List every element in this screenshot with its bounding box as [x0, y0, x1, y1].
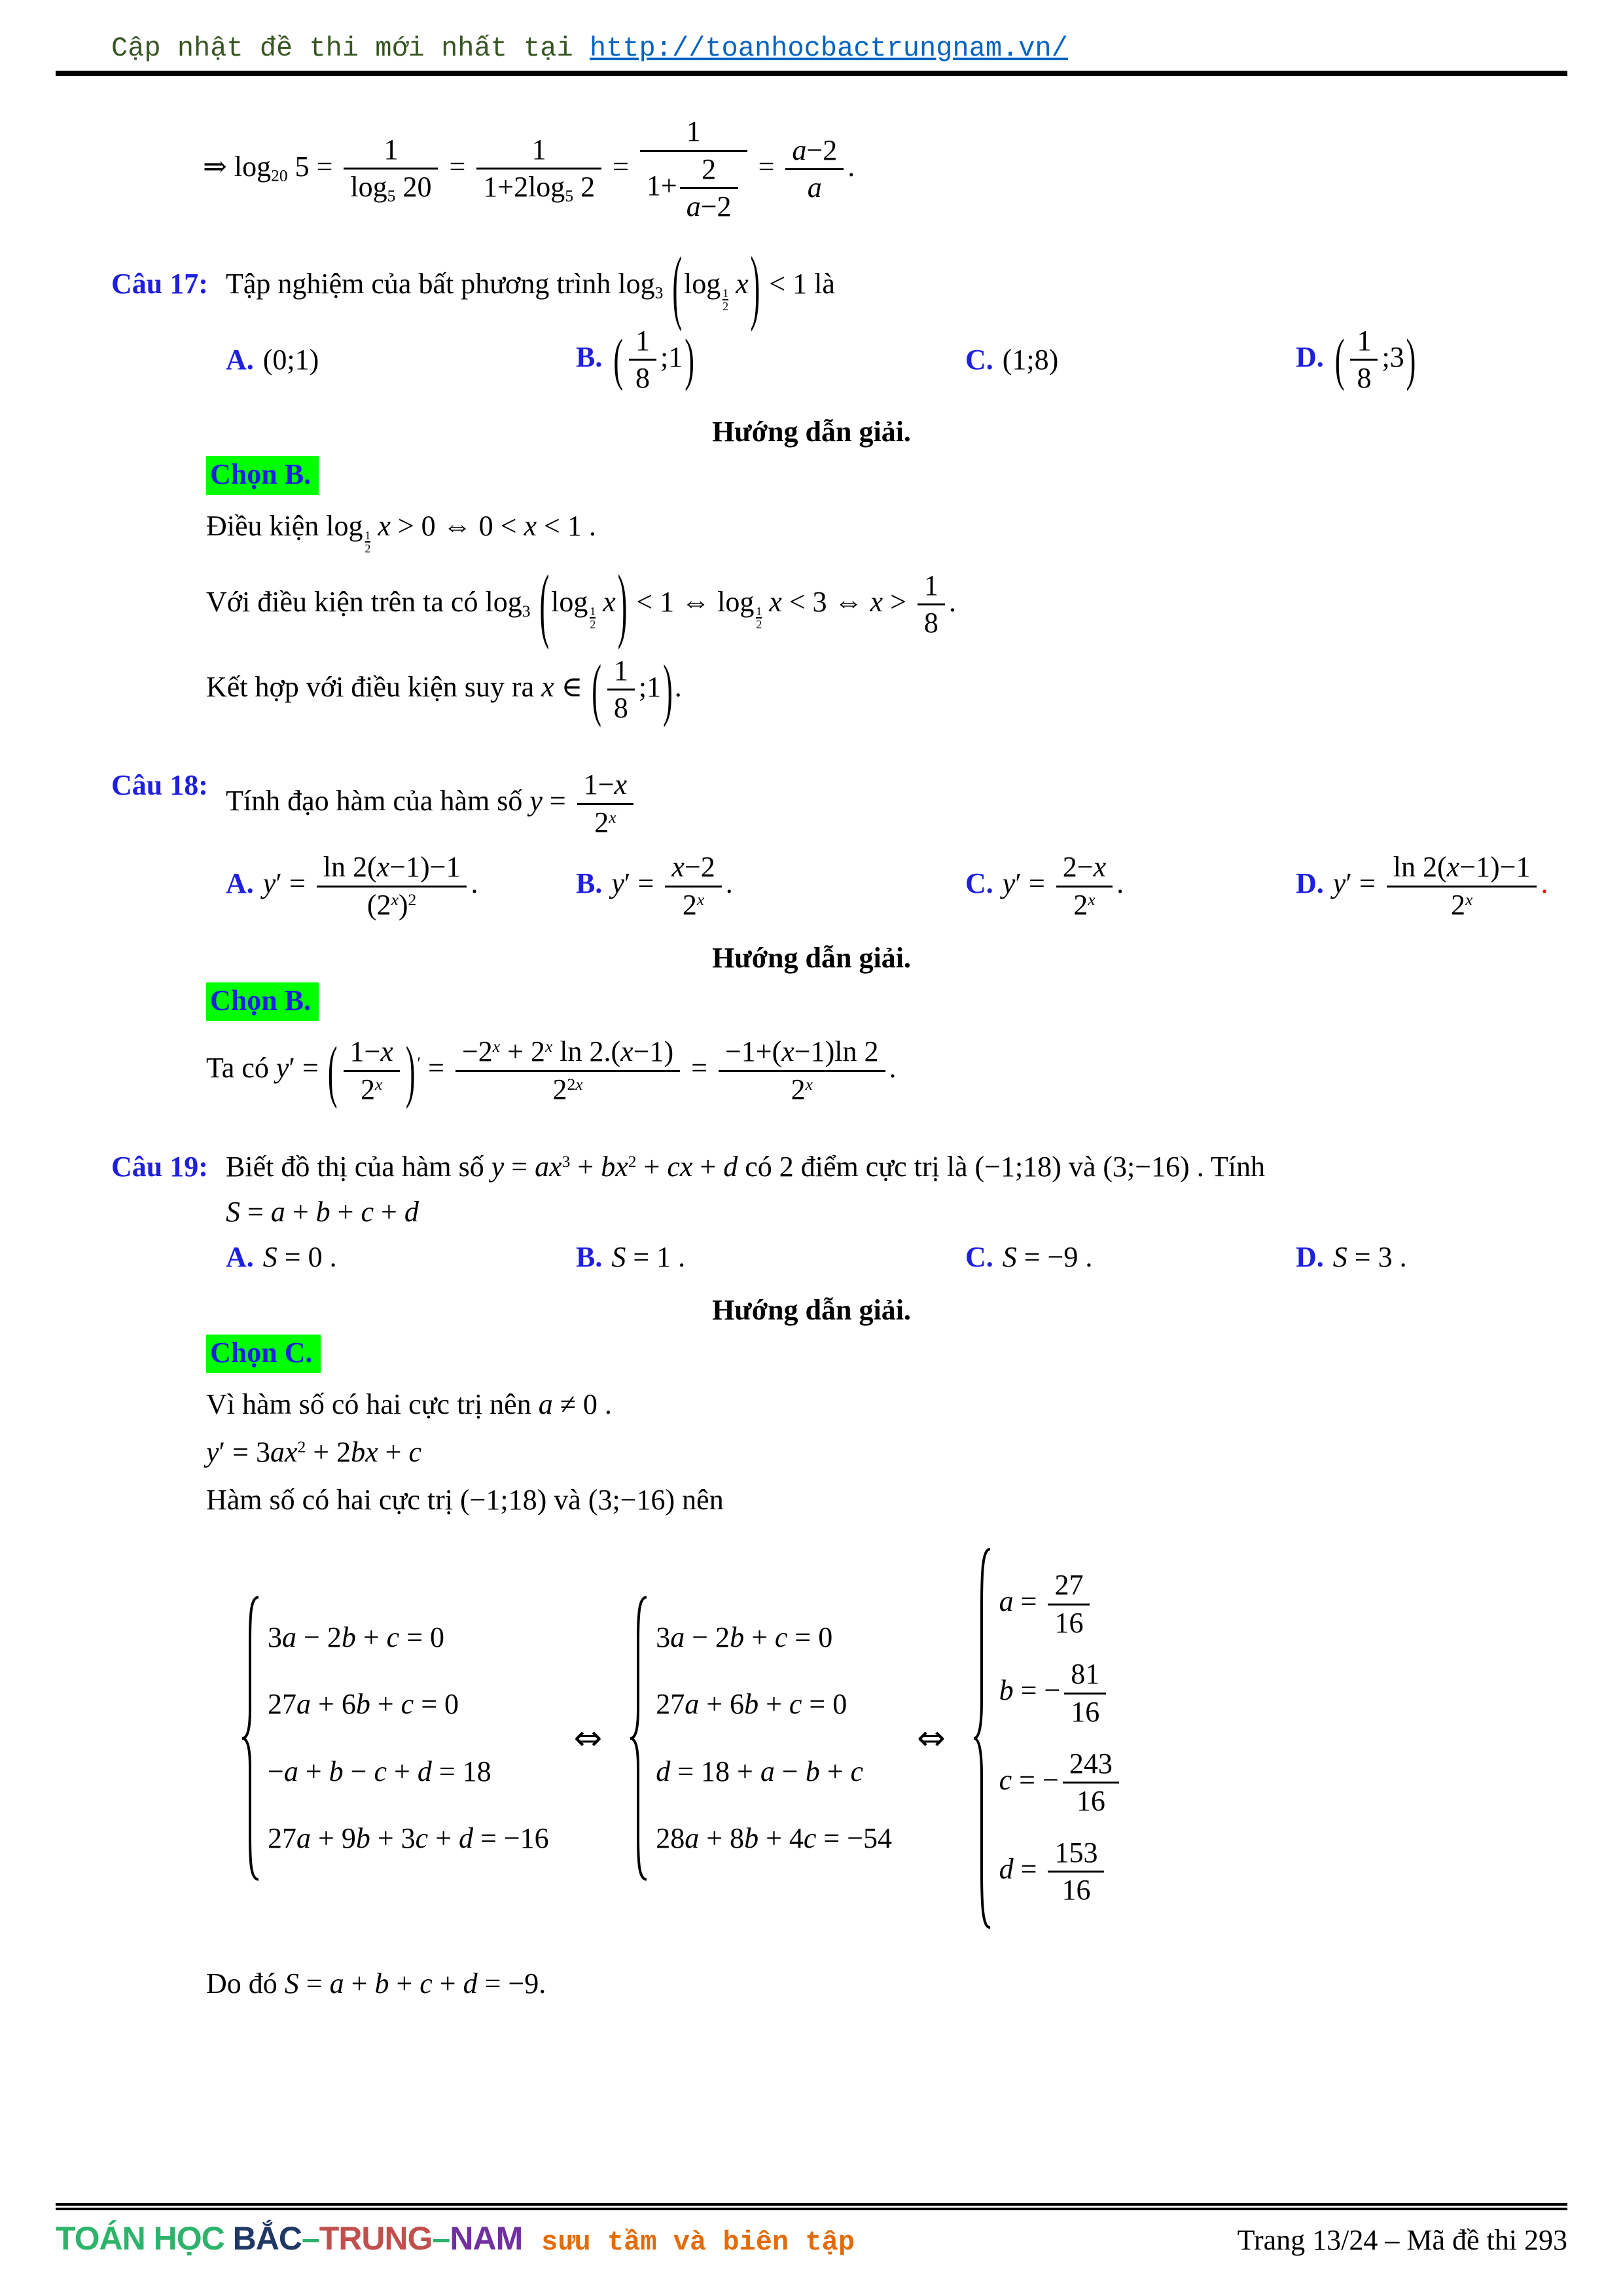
option-value: y′ = $\frac{\ln 2(x-1)-1}{(2^x)^2}$ .	[262, 851, 478, 921]
option-letter: B.	[576, 340, 603, 373]
option-letter: B.	[576, 1240, 603, 1273]
answer-choice-badge: Chọn B.	[206, 982, 319, 1021]
brand-dash-2: –	[432, 2220, 450, 2257]
system-2-eq-1: 3a − 2b + c = 0	[656, 1621, 833, 1654]
guide-heading: Hướng dẫn giải.	[712, 942, 911, 975]
guide-heading: Hướng dẫn giải.	[712, 415, 911, 448]
question-17-label: Câu 17:	[111, 267, 208, 300]
system-1-eq-4: 27a + 9b + 3c + d = −16	[268, 1821, 549, 1854]
answer-choice-badge: Chọn B.	[206, 456, 319, 495]
q17-solution-line-3: Kết hợp với điều kiện suy ra x ∈ ( $\frac{1}{8}$ ;1).	[206, 651, 682, 728]
system-3	[971, 1545, 1123, 1931]
question-19-label: Câu 19:	[111, 1150, 208, 1183]
question-17	[111, 240, 1512, 728]
q17-option-d	[1296, 325, 1512, 395]
question-18-label: Câu 18:	[111, 769, 208, 802]
q17-option-c	[965, 343, 1296, 376]
option-letter: A.	[226, 1240, 254, 1273]
option-letter: C.	[965, 867, 993, 900]
brand-toan-hoc: TOÁN HỌC	[56, 2220, 233, 2257]
q19-s-definition: S = a + b + c + d	[226, 1195, 419, 1228]
q18-option-a	[226, 851, 576, 922]
brand-nam: NAM	[450, 2220, 523, 2257]
left-brace-icon	[627, 1594, 649, 1882]
system-3-eq-4: d = $\frac{153}{16}$	[999, 1837, 1123, 1907]
question-18	[111, 768, 1548, 1110]
system-1-eq-2: 27a + 6b + c = 0	[268, 1688, 459, 1721]
system-1-eq-3: −a + b − c + d = 18	[268, 1755, 491, 1787]
q17-solution-line-1: Điều kiện log $\frac{1}{2}$ x > 0 ⇔ 0 < x < 1 .	[206, 509, 596, 556]
brand-bac: BẮC	[232, 2220, 302, 2257]
option-value: S = 3 .	[1332, 1240, 1407, 1273]
q18-solution-line-1: Ta có y′ = ( $\frac{1-x}{2^x}$ ) ′ = $\frac{-2^x + 2^x \ln 2.(x-1)}{2^{2x}}$ = $\frac{-1+(x-1)\ln 2}{2^x}$ .	[206, 1032, 897, 1110]
answer-choice-badge: Chọn C.	[206, 1335, 321, 1373]
q19-option-c	[965, 1240, 1296, 1274]
system-2-eq-3: d = 18 + a − b + c	[656, 1755, 864, 1787]
option-letter: D.	[1296, 867, 1324, 900]
footer-brand	[56, 2219, 855, 2258]
option-letter: D.	[1296, 1240, 1324, 1273]
q19-option-d	[1296, 1240, 1512, 1274]
q17-option-b	[576, 325, 965, 395]
option-letter: B.	[576, 867, 603, 900]
q17-solution-line-2: Với điều kiện trên ta có $\log_3 (\log$ $\frac{1}{2}$ x) < 1 ⇔ log $\frac{1}{2}$ x < 3 ⇔ x > $\frac{1}{8}$ .	[206, 558, 956, 651]
q19-option-a	[226, 1240, 576, 1274]
q19-conclusion: Do đó S = a + b + c + d = −9.	[206, 1967, 546, 2000]
q18-option-b	[576, 851, 965, 922]
question-19-text: Biết đồ thị của hàm số $y = ax^3 + bx^2$ + cx + d có 2 điểm cực trị là (−1;18) và (3;−16) . Tính	[226, 1150, 1266, 1183]
option-value: S = 1 .	[611, 1240, 686, 1273]
option-letter: C.	[965, 344, 993, 376]
log20-formula-line: ⇒ $\log_{20} 5$ = $\frac{1}{\log_5 20}$ = $\frac{1}{1+2\log_5 2}$ = 1 1+ $\frac{2}{a-2}$ = $\frac{a-2}{a}$ .	[203, 115, 855, 223]
option-value: ( $\frac{1}{8}$ ;3)	[1334, 324, 1416, 395]
option-letter: A.	[226, 344, 254, 376]
q17-option-a	[226, 343, 576, 376]
left-brace-icon	[971, 1545, 993, 1931]
question-19-options	[226, 1240, 1512, 1274]
question-18-options	[226, 851, 1548, 922]
brand-trung: TRUNG	[319, 2220, 433, 2257]
system-1-eq-1: 3a − 2b + c = 0	[268, 1621, 445, 1654]
question-18-text: Tính đạo hàm của hàm số y = $\frac{1-x}{2^x}$	[226, 768, 1512, 839]
question-17-text: Tập nghiệm của bất phương trình $\log_3 (\log$ $\frac{1}{2}$ x) < 1 là	[226, 240, 835, 333]
question-17-options	[226, 325, 1512, 395]
system-2-eq-4: 28a + 8b + 4c = −54	[656, 1821, 893, 1854]
option-value: y′ = $\frac{2-x}{2^x}$ .	[1002, 851, 1124, 921]
system-1	[239, 1594, 549, 1882]
q18-option-d	[1296, 851, 1548, 922]
guide-heading: Hướng dẫn giải.	[712, 1293, 911, 1326]
q19-solution-line-1: Vì hàm số có hai cực trị nên a ≠ 0 .	[206, 1388, 612, 1420]
brand-suffix: sưu tầm và biên tập	[541, 2227, 855, 2258]
option-letter: D.	[1296, 340, 1324, 373]
header-link[interactable]: http://toanhocbactrungnam.vn/	[589, 33, 1068, 64]
option-letter: A.	[226, 867, 254, 900]
page-number-info: Trang 13/24 – Mã đề thi 293	[1237, 2224, 1567, 2256]
system-3-eq-2: b = − $\frac{81}{16}$	[999, 1658, 1123, 1729]
equation-systems-row	[239, 1545, 1512, 1931]
system-2-eq-2: 27a + 6b + c = 0	[656, 1688, 847, 1721]
option-value: y′ = $\frac{x-2}{2^x}$ .	[611, 851, 733, 921]
option-value: (1;8)	[1002, 344, 1059, 376]
question-19	[111, 1150, 1512, 2000]
q18-option-c	[965, 851, 1296, 922]
q19-solution-line-3: Hàm số có hai cực trị (−1;18) và (3;−16) nên	[206, 1483, 724, 1516]
brand-dash-1: –	[301, 2220, 319, 2257]
system-3-eq-1: a = $\frac{27}{16}$	[999, 1569, 1123, 1640]
page-header	[56, 33, 1567, 76]
system-2	[627, 1594, 892, 1882]
q19-solution-line-2: $y' = 3ax^2 + 2bx + c$	[206, 1435, 421, 1468]
header-text: Cập nhật đề thi mới nhất tại	[111, 33, 590, 64]
option-value: (0;1)	[262, 344, 319, 376]
option-value: ( $\frac{1}{8}$ ;1)	[613, 324, 694, 395]
system-3-eq-3: c = − $\frac{243}{16}$	[999, 1748, 1123, 1818]
option-value: S = 0 .	[262, 1240, 337, 1273]
option-value: y′ = $\frac{\ln 2(x-1)-1}{2^x}$ .	[1332, 851, 1548, 921]
left-brace-icon	[239, 1594, 261, 1882]
iff-operator: ⇔	[917, 1718, 946, 1758]
option-value: S = −9 .	[1002, 1240, 1093, 1273]
option-letter: C.	[965, 1240, 993, 1273]
page-footer	[56, 2203, 1567, 2258]
q19-option-b	[576, 1240, 965, 1274]
iff-operator: ⇔	[573, 1718, 603, 1758]
